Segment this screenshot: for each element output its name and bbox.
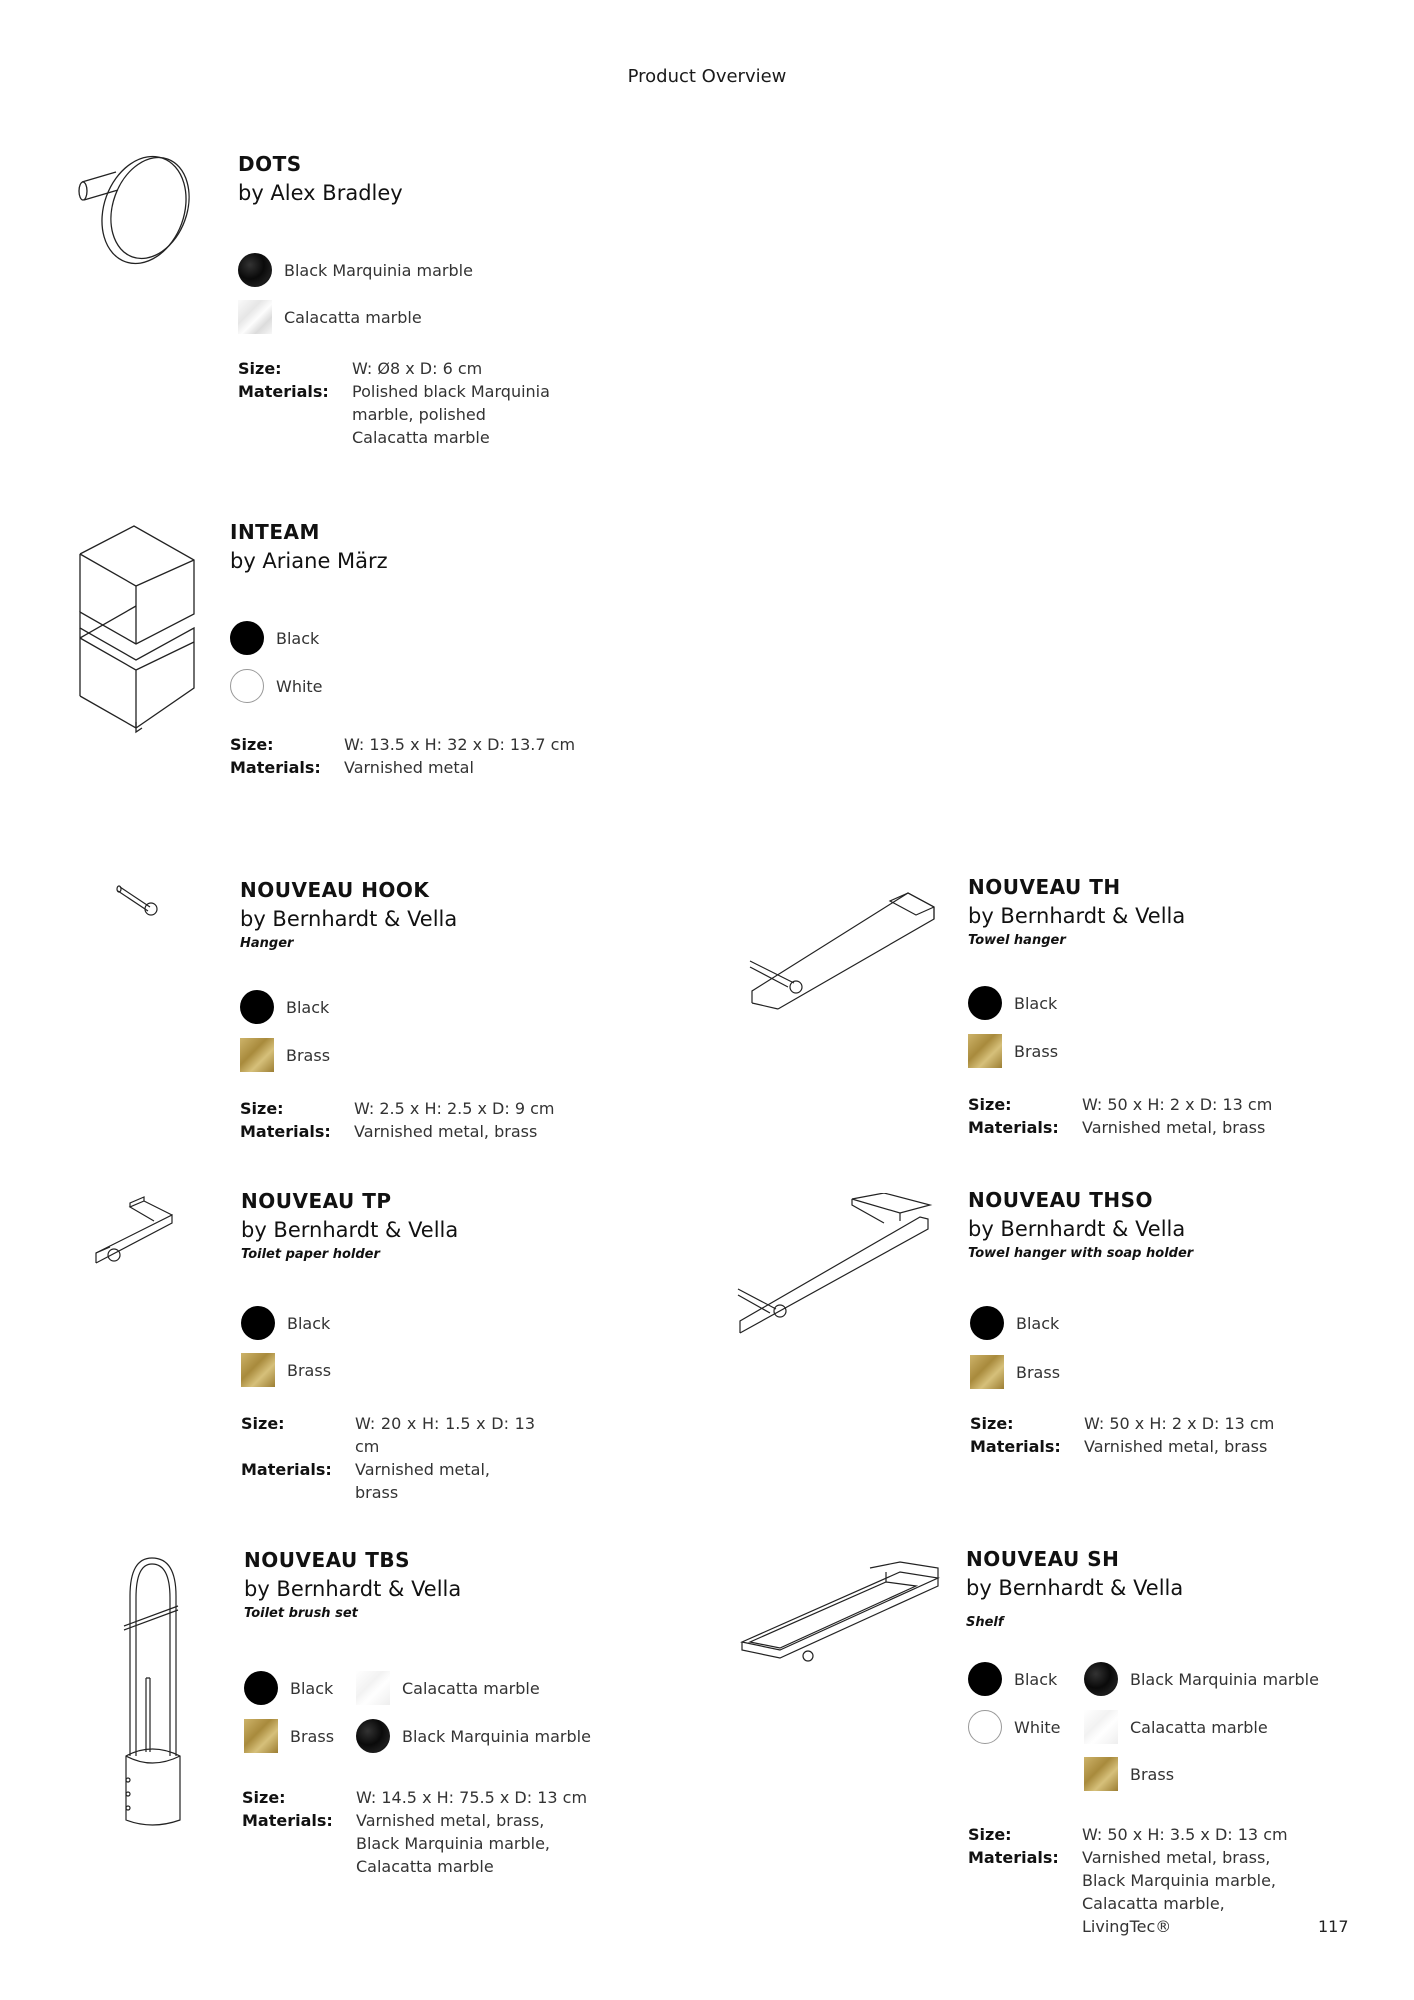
black-swatch bbox=[970, 1306, 1004, 1340]
page-number: 117 bbox=[1318, 1917, 1349, 1936]
nouveau-sh-illustration bbox=[740, 1552, 940, 1672]
color-option bbox=[970, 1355, 1060, 1389]
product-specs bbox=[240, 1097, 620, 1143]
color-label: Black bbox=[1014, 993, 1058, 1013]
product-specs bbox=[238, 357, 578, 449]
black-swatch bbox=[241, 1306, 275, 1340]
product-nouveau-tbs bbox=[244, 1546, 664, 1624]
product-type: Toilet brush set bbox=[244, 1606, 358, 1621]
black-marquinia-marble-swatch bbox=[238, 253, 272, 287]
color-option bbox=[241, 1306, 330, 1340]
size-label: Size: bbox=[238, 359, 282, 378]
product-type: Hanger bbox=[240, 936, 294, 951]
product-name: NOUVEAU TH bbox=[968, 875, 1121, 899]
product-specs bbox=[242, 1786, 622, 1878]
product-specs bbox=[968, 1823, 1348, 1938]
brass-swatch bbox=[970, 1355, 1004, 1389]
page-title: Product Overview bbox=[627, 66, 787, 87]
product-name: DOTS bbox=[238, 152, 302, 176]
calacatta-marble-swatch bbox=[238, 300, 272, 334]
color-label: Black Marquinia marble bbox=[284, 260, 473, 280]
size-label: Size: bbox=[968, 1095, 1012, 1114]
product-name: NOUVEAU HOOK bbox=[240, 878, 430, 902]
color-option bbox=[970, 1306, 1059, 1340]
product-nouveau-sh bbox=[966, 1545, 1386, 1633]
product-type: Towel hanger with soap holder bbox=[968, 1246, 1194, 1261]
materials-value: Varnished metal, brass bbox=[1082, 1118, 1266, 1137]
color-option bbox=[244, 1719, 334, 1753]
product-designer: by Alex Bradley bbox=[238, 181, 403, 205]
color-option bbox=[968, 986, 1057, 1020]
color-option bbox=[968, 1662, 1057, 1696]
product-designer: by Bernhardt & Vella bbox=[966, 1576, 1184, 1600]
color-option bbox=[356, 1719, 591, 1753]
product-dots bbox=[238, 150, 658, 208]
materials-value: Varnished metal, brass, Black Marquinia marble, Calacatta marble, LivingTec® bbox=[1082, 1848, 1276, 1936]
materials-label: Materials: bbox=[970, 1437, 1061, 1456]
product-name: NOUVEAU TBS bbox=[244, 1548, 410, 1572]
color-label: Brass bbox=[287, 1360, 332, 1380]
brass-swatch bbox=[968, 1034, 1002, 1068]
product-designer: by Bernhardt & Vella bbox=[968, 904, 1186, 928]
product-inteam bbox=[230, 518, 650, 576]
color-label: Black Marquinia marble bbox=[402, 1726, 591, 1746]
size-value: W: 20 x H: 1.5 x D: 13 cm bbox=[355, 1414, 535, 1456]
product-name: INTEAM bbox=[230, 520, 320, 544]
product-designer: by Bernhardt & Vella bbox=[968, 1217, 1186, 1241]
color-option bbox=[238, 300, 422, 334]
product-nouveau-thso bbox=[968, 1186, 1388, 1264]
color-label: White bbox=[276, 676, 323, 696]
black-marquinia-marble-swatch bbox=[1084, 1662, 1118, 1696]
size-value: W: 13.5 x H: 32 x D: 13.7 cm bbox=[344, 735, 576, 754]
materials-label: Materials: bbox=[968, 1848, 1059, 1867]
product-specs bbox=[241, 1412, 541, 1504]
black-marquinia-marble-swatch bbox=[356, 1719, 390, 1753]
white-swatch bbox=[230, 669, 264, 703]
color-label: Calacatta marble bbox=[284, 307, 422, 327]
product-name: NOUVEAU THSO bbox=[968, 1188, 1153, 1212]
size-label: Size: bbox=[241, 1414, 285, 1433]
materials-value: Varnished metal bbox=[344, 758, 474, 777]
color-label: Black bbox=[1014, 1669, 1058, 1689]
materials-value: Varnished metal, brass, Black Marquinia marble, Calacatta marble bbox=[356, 1811, 550, 1876]
product-name: NOUVEAU TP bbox=[241, 1189, 392, 1213]
materials-value: Varnished metal, brass bbox=[355, 1460, 490, 1502]
color-label: Brass bbox=[1130, 1764, 1175, 1784]
color-label: Black bbox=[287, 1313, 331, 1333]
materials-value: Varnished metal, brass bbox=[1084, 1437, 1268, 1456]
black-swatch bbox=[230, 621, 264, 655]
size-value: W: 50 x H: 2 x D: 13 cm bbox=[1082, 1095, 1273, 1114]
nouveau-hook-illustration bbox=[116, 885, 166, 921]
product-designer: by Bernhardt & Vella bbox=[241, 1218, 459, 1242]
color-option bbox=[230, 621, 319, 655]
inteam-illustration bbox=[78, 522, 198, 737]
brass-swatch bbox=[244, 1719, 278, 1753]
materials-value: Varnished metal, brass bbox=[354, 1122, 538, 1141]
product-designer: by Ariane März bbox=[230, 549, 388, 573]
nouveau-tp-illustration bbox=[94, 1195, 178, 1265]
color-label: Brass bbox=[1016, 1362, 1061, 1382]
product-designer: by Bernhardt & Vella bbox=[244, 1577, 462, 1601]
size-label: Size: bbox=[968, 1825, 1012, 1844]
size-value: W: 2.5 x H: 2.5 x D: 9 cm bbox=[354, 1099, 555, 1118]
product-nouveau-tp bbox=[241, 1187, 661, 1265]
product-type: Shelf bbox=[966, 1615, 1004, 1630]
size-value: W: 14.5 x H: 75.5 x D: 13 cm bbox=[356, 1788, 588, 1807]
size-label: Size: bbox=[970, 1414, 1014, 1433]
black-swatch bbox=[968, 1662, 1002, 1696]
color-label: Black bbox=[290, 1678, 334, 1698]
color-label: White bbox=[1014, 1717, 1061, 1737]
size-value: W: Ø8 x D: 6 cm bbox=[352, 359, 483, 378]
size-value: W: 50 x H: 3.5 x D: 13 cm bbox=[1082, 1825, 1288, 1844]
black-swatch bbox=[240, 990, 274, 1024]
color-option bbox=[241, 1353, 331, 1387]
color-option bbox=[240, 1038, 330, 1072]
size-value: W: 50 x H: 2 x D: 13 cm bbox=[1084, 1414, 1275, 1433]
color-option bbox=[1084, 1662, 1319, 1696]
black-swatch bbox=[968, 986, 1002, 1020]
calacatta-marble-swatch bbox=[356, 1671, 390, 1705]
black-swatch bbox=[244, 1671, 278, 1705]
brass-swatch bbox=[240, 1038, 274, 1072]
nouveau-thso-illustration bbox=[736, 1193, 936, 1338]
color-option bbox=[238, 253, 473, 287]
color-label: Brass bbox=[1014, 1041, 1059, 1061]
color-label: Calacatta marble bbox=[1130, 1717, 1268, 1737]
color-option bbox=[1084, 1757, 1174, 1791]
color-label: Black bbox=[286, 997, 330, 1017]
color-label: Brass bbox=[286, 1045, 331, 1065]
color-option bbox=[356, 1671, 540, 1705]
color-option bbox=[240, 990, 329, 1024]
materials-label: Materials: bbox=[240, 1122, 331, 1141]
nouveau-tbs-illustration bbox=[122, 1556, 184, 1826]
product-designer: by Bernhardt & Vella bbox=[240, 907, 458, 931]
product-type: Toilet paper holder bbox=[241, 1247, 380, 1262]
product-name: NOUVEAU SH bbox=[966, 1547, 1120, 1571]
calacatta-marble-swatch bbox=[1084, 1710, 1118, 1744]
color-label: Black Marquinia marble bbox=[1130, 1669, 1319, 1689]
brass-swatch bbox=[241, 1353, 275, 1387]
materials-label: Materials: bbox=[241, 1460, 332, 1479]
color-label: Black bbox=[276, 628, 320, 648]
product-specs bbox=[230, 733, 610, 779]
materials-value: Polished black Marquinia marble, polished Calacatta marble bbox=[352, 382, 550, 447]
brass-swatch bbox=[1084, 1757, 1118, 1791]
color-option bbox=[1084, 1710, 1268, 1744]
white-swatch bbox=[968, 1710, 1002, 1744]
nouveau-th-illustration bbox=[748, 875, 948, 1015]
color-option bbox=[244, 1671, 333, 1705]
color-option bbox=[968, 1034, 1058, 1068]
color-label: Calacatta marble bbox=[402, 1678, 540, 1698]
product-nouveau-th bbox=[968, 873, 1388, 951]
color-option bbox=[230, 669, 323, 703]
color-option bbox=[968, 1710, 1061, 1744]
dots-illustration bbox=[76, 150, 196, 270]
product-specs bbox=[968, 1093, 1348, 1139]
product-type: Towel hanger bbox=[968, 933, 1066, 948]
size-label: Size: bbox=[240, 1099, 284, 1118]
materials-label: Materials: bbox=[242, 1811, 333, 1830]
color-label: Black bbox=[1016, 1313, 1060, 1333]
materials-label: Materials: bbox=[968, 1118, 1059, 1137]
size-label: Size: bbox=[230, 735, 274, 754]
color-label: Brass bbox=[290, 1726, 335, 1746]
size-label: Size: bbox=[242, 1788, 286, 1807]
materials-label: Materials: bbox=[238, 382, 329, 401]
materials-label: Materials: bbox=[230, 758, 321, 777]
product-specs bbox=[970, 1412, 1350, 1458]
product-nouveau-hook bbox=[240, 876, 660, 954]
